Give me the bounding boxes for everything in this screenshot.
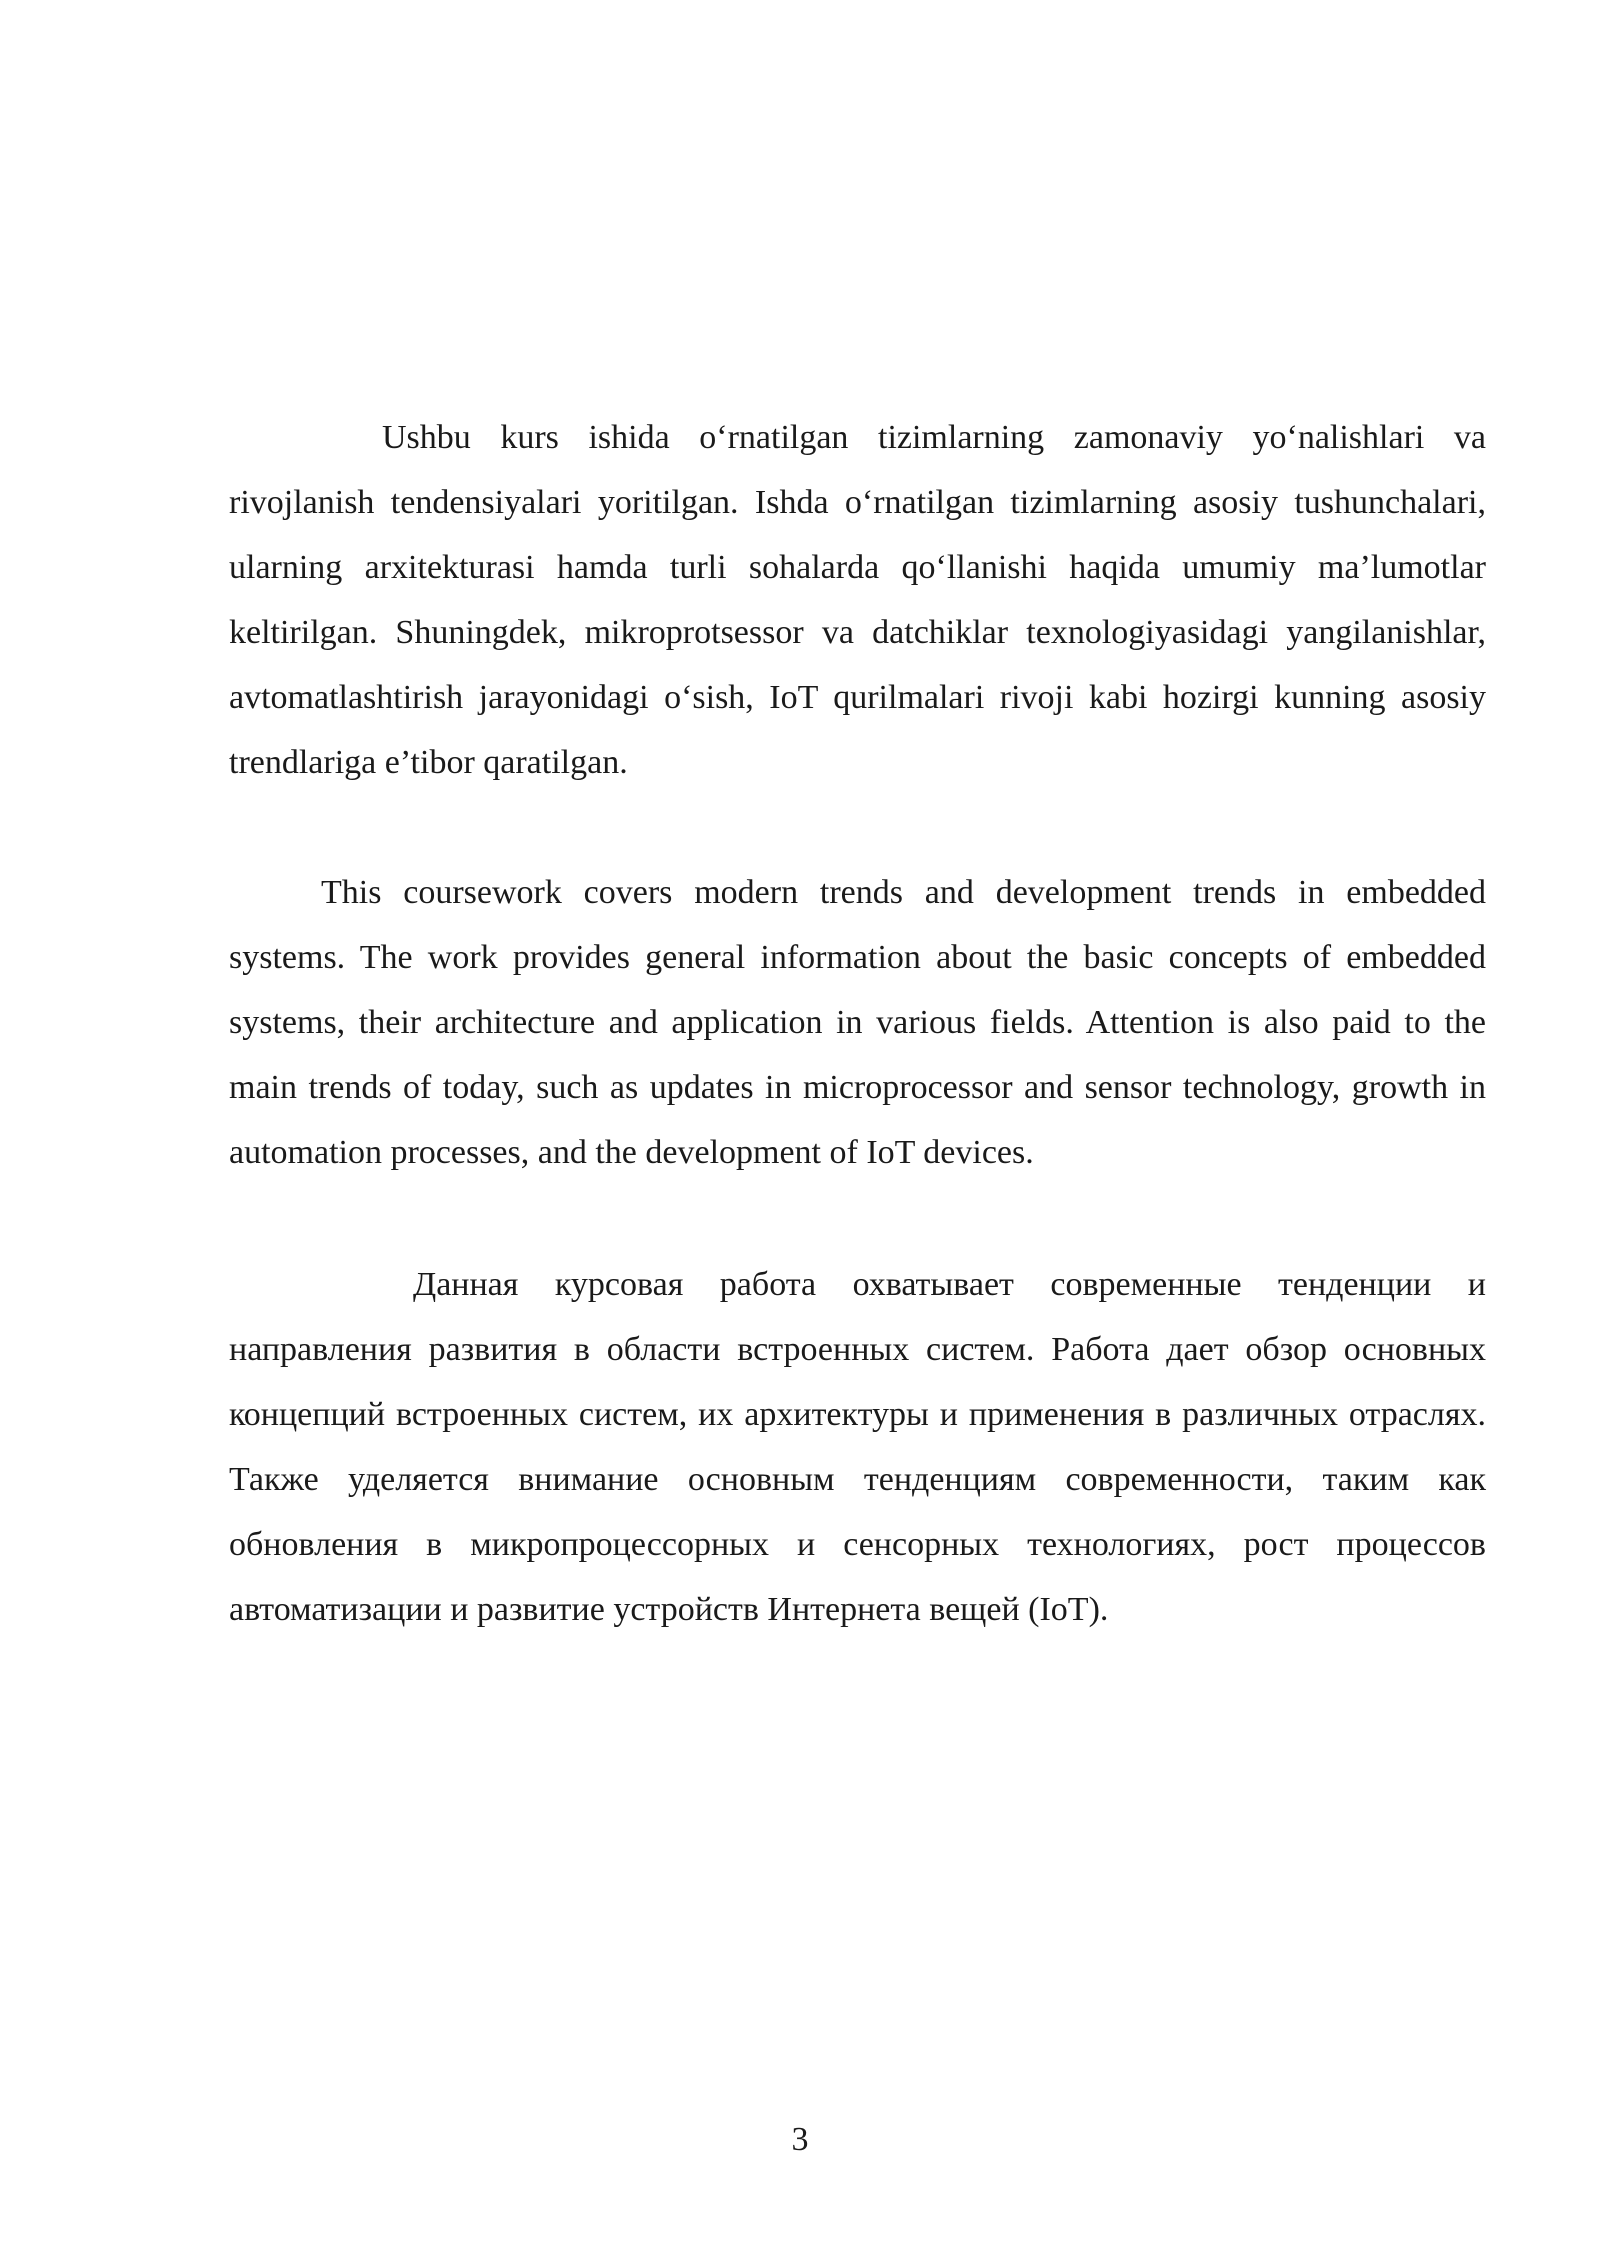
abstract-paragraph-russian: Данная курсовая работа охватывает современные тенденции и направления развития в области встроенных систем. Работа дает обзор основных концепций встроенных систем, их архитектуры и применения в различных отраслях. Также уделяется внимание основным тенденциям современности, таким как обновления в микропроцессорных и сенсорных технологиях, рост процессов автоматизации и развитие устройств Интернета вещей (IoT). <box>229 1266 1486 1628</box>
page-number: 3 <box>791 2121 809 2158</box>
abstract-paragraph-uzbek: Ushbu kurs ishida o‘rnatilgan tizimlarning zamonaviy yo‘nalishlari va rivojlanish tendensiyalari yoritilgan. Ishda o‘rnatilgan tizimlarning asosiy tushunchalari, ularning arxitekturasi hamda turli sohalarda qo‘llanishi haqida umumiy ma’lumotlar keltirilgan. Shuningdek, mikroprotsessor va datchiklar texnologiyasidagi yangilanishlar, avtomatlashtirish jarayonidagi o‘sish, IoT qurilmalari rivoji kabi hozirgi kunning asosiy trendlariga e’tibor qaratilgan. <box>229 419 1486 781</box>
abstract-paragraph-english: This coursework covers modern trends and development trends in embedded systems. The work provides general information about the basic concepts of embedded systems, their architecture and application in various fields. Attention is also paid to the main trends of today, such as updates in microprocessor and sensor technology, growth in automation processes, and the development of IoT devices. <box>229 874 1486 1171</box>
